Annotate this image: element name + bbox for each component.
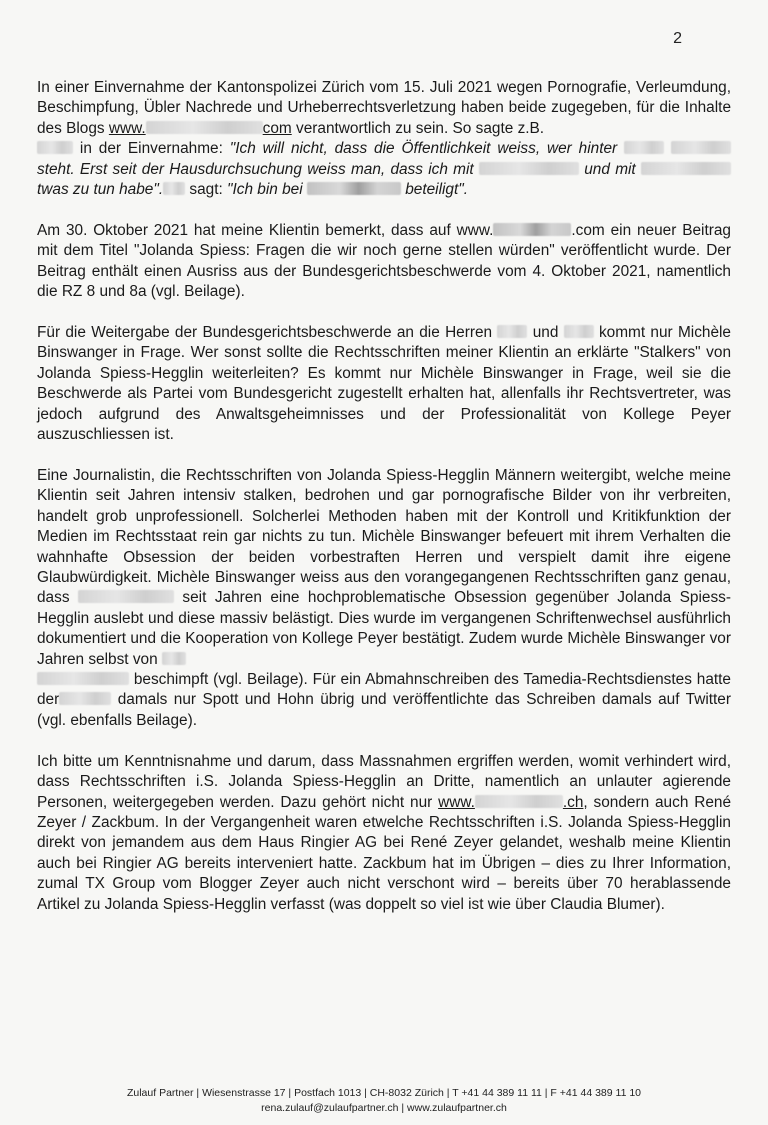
- text: Ich bitte um Kenntnisnahme und darum, dass Massnahmen ergriffen werden, womit verhindert wird, dass Rechtsschriften i.S. Jolanda Spiess-Hegglin an Dritte, namentlich an unlauter agierende Personen, weitergegeben werden. Dazu gehört nicht nur: [37, 752, 731, 811]
- redaction: [37, 672, 129, 685]
- quote: beteiligt".: [400, 181, 469, 199]
- paragraph-request: [37, 752, 731, 915]
- text: damals nur Spott und Hohn übrig und veröffentlichte das Schreiben damals auf Twitter (vgl. ebenfalls Beilage).: [37, 691, 731, 729]
- text: .com ein neuer Beitrag mit dem Titel "Jolanda Spiess: Fragen die wir noch gerne stellen würden" veröffentlicht wurde. Der Beitrag enthält einen Ausriss aus der Bundesgerichtsbeschwerde vom 4. Oktober 2021, namentlich die RZ 8 und 8a (vgl. Beilage).: [37, 221, 731, 301]
- text: beschimpft (vgl. Beilage). Für ein Abmahnschreiben des Tamedia-Rechtsdienstes hatte der: [37, 671, 731, 709]
- letterhead-footer: [0, 1087, 768, 1114]
- quote: und mit: [578, 160, 641, 178]
- redaction: [146, 121, 263, 134]
- redaction: [475, 795, 563, 808]
- text: Am 30. Oktober 2021 hat meine Klientin bemerkt, dass auf www.: [37, 221, 494, 239]
- redaction: [37, 141, 73, 154]
- redaction: [624, 141, 664, 154]
- paragraph-blog-post: [37, 221, 731, 303]
- paragraph-interrogation: [37, 78, 731, 200]
- redaction: [78, 590, 174, 603]
- blog-link: www. com: [108, 119, 292, 137]
- redaction: [479, 162, 579, 175]
- text: in der Einvernahme:: [73, 140, 230, 158]
- text: seit Jahren eine hochproblematische Obsession gegenüber Jolanda Spiess-Hegglin auslebt und diese massiv belästigt. Dies wurde im vergangenen Schriftenwechsel ausführlich dokumentiert und die Kooperation von Kollege Peyer bestätigt. Zudem wurde Michèle Binswanger vor Jahren selbst von: [37, 589, 731, 668]
- text: In einer Einvernahme der Kantonspolizei Zürich vom 15. Juli 2021 wegen Pornografie, Verleumdung, Beschimpfung, Übler Nachrede und Urheberrechtsverletzung haben beide zugegeben, für die Inhalte des Blogs: [37, 79, 731, 137]
- paragraph-forwarding: [37, 323, 731, 445]
- redaction: [307, 182, 401, 195]
- redaction: [641, 162, 731, 175]
- redaction: [564, 325, 594, 338]
- quote: "Ich will nicht, dass die Öffentlichkeit weiss, wer hinter: [229, 140, 625, 158]
- redaction: [671, 141, 731, 154]
- redaction: [163, 182, 185, 195]
- paragraph-journalist: [37, 466, 731, 731]
- letter-body: [37, 78, 731, 936]
- quote: steht. Erst seit der Hausdurchsuchung weiss man, dass ich mit: [37, 160, 479, 178]
- text: Eine Journalistin, die Rechtsschriften von Jolanda Spiess-Hegglin Männern weitergibt, welche meine Klientin seit Jahren intensiv stalken, bedrohen und gar pornografische Bilder von ihr verbreiten, handelt grob unprofessionell. Solcherlei Methoden haben mit der Kontroll und Kritikfunktion der Medien im Rechtsstaat rein gar nichts zu tun. Michèle Binswanger befeuert mit ihrem Verhalten die wahnhafte Obsession der beiden vorbestraften Herren und verspielt damit ihre eigene Glaubwürdigkeit. Michèle Binswanger weiss aus den vorangegangenen Rechtsschriften ganz genau, dass: [37, 467, 731, 607]
- site-link: www. .ch: [438, 793, 584, 811]
- text: kommt nur Michèle Binswanger in Frage. Wer sonst sollte die Rechtsschriften meiner Klientin an erklärte "Stalkers" von Jolanda Spiess-Hegglin weiterleiten? Es kommt nur Michèle Binswanger in Frage, weil sie die Beschwerde als Partei vom Bundesgericht zugestellt erhalten hat, allenfalls ihr Rechtsvertreter, was jedoch aufgrund des Anwaltsgeheimnisses und der Professionalität von Kollege Peyer auszuschliessen ist.: [37, 324, 731, 444]
- text: und: [527, 324, 564, 342]
- text: Für die Weitergabe der Bundesgerichtsbeschwerde an die Herren: [37, 324, 498, 342]
- footer-contact: rena.zulauf@zulaufpartner.ch | www.zulaufpartner.ch: [261, 1102, 507, 1114]
- redaction: [162, 652, 186, 665]
- redaction: [493, 223, 571, 236]
- page-number: 2: [673, 30, 682, 47]
- redaction: [59, 692, 111, 705]
- quote: "Ich bin bei: [227, 181, 307, 199]
- redaction: [497, 325, 527, 338]
- text: sagt:: [185, 181, 228, 199]
- footer-address: Zulauf Partner | Wiesenstrasse 17 | Postfach 1013 | CH-8032 Zürich | T +41 44 389 11 11 | F +41 44 389 11 10: [126, 1087, 642, 1099]
- text: , sondern auch René Zeyer / Zackbum. In der Vergangenheit waren etwelche Rechtsschriften i.S. Jolanda Spiess-Hegglin direkt von jemandem aus dem Haus Ringier AG bei René Zeyer gelandet, weshalb meine Klientin auch bei Ringier AG bereits interveniert hatte. Zackbum hat im Übrigen – dies zu Ihrer Information, zumal TX Group vom Blogger Zeyer auch nicht verschont wird – bereits über 70 herablassende Artikel zu Jolanda Spiess-Hegglin verfasst (was doppelt so viel ist wie über Claudia Blumer).: [37, 793, 732, 913]
- quote: twas zu tun habe".: [37, 181, 164, 199]
- text: verantwortlich zu sein. So sagte z.B.: [291, 119, 545, 137]
